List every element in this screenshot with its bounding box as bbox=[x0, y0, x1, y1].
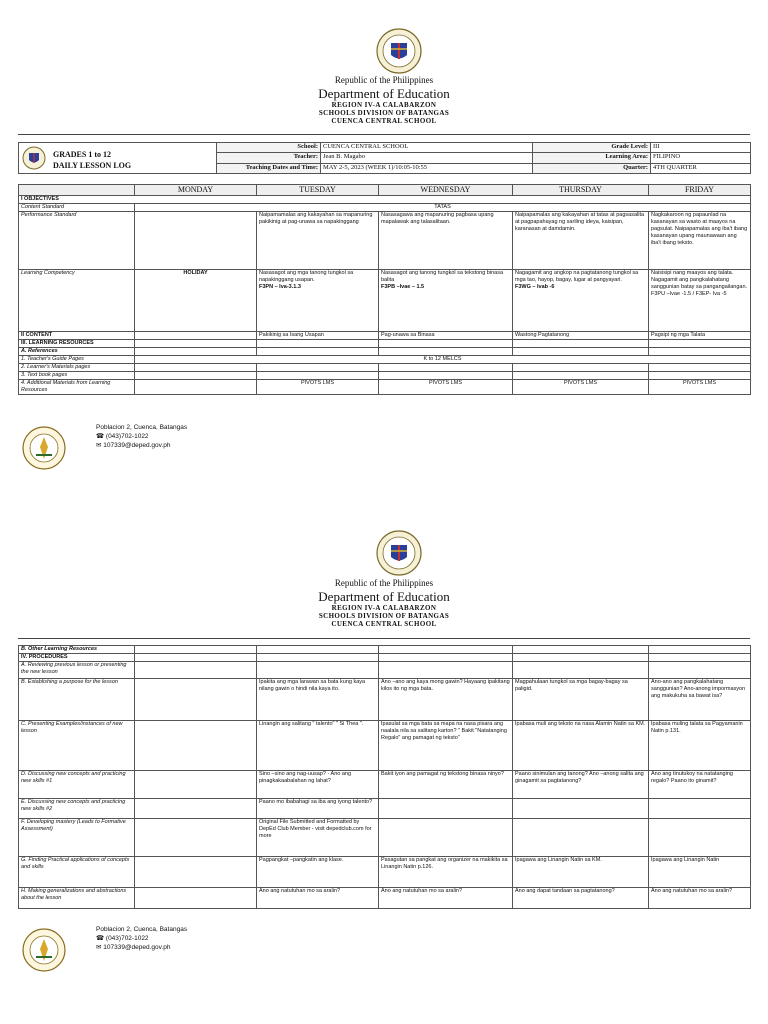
tb-wed bbox=[379, 372, 513, 380]
quarter-value: 4TH QUARTER bbox=[651, 163, 751, 173]
learning-competency-label: Learning Competency bbox=[19, 270, 135, 332]
row-a-label: A. Reviewing previous lesson or presenting the new lesson bbox=[19, 662, 135, 679]
school-logo-icon-2 bbox=[18, 927, 70, 973]
header-divider-2 bbox=[18, 638, 750, 639]
references-mon bbox=[135, 348, 257, 356]
dates-label: Teaching Dates and Time: bbox=[217, 163, 321, 173]
day-header-blank bbox=[19, 185, 135, 196]
additional-label: 4. Additional Materials from Learning Resources bbox=[19, 380, 135, 395]
lc-tuesday-text: Nasasagot ang mga tanong tungkol sa napakinggang usapan. bbox=[259, 270, 354, 283]
day-header-friday: FRIDAY bbox=[649, 185, 751, 196]
proc-tue bbox=[257, 654, 379, 662]
dates-value: MAY 2-5, 2023 (WEEK 1)/10:05-10:55 bbox=[321, 163, 533, 173]
row-c-wednesday: Ipasulat sa mga bata sa mapa na nasa pisara ang naalala nila sa salitang karton? " Bakit "Natatanging Regalo" ang pamagat ng teksto" bbox=[379, 721, 513, 771]
lc-friday-text: Naisisipi nang maayos ang talata. Nagagamit ang pangkalahatang sanggunian batay sa pangangailangan. bbox=[651, 270, 748, 290]
row-g-monday bbox=[135, 857, 257, 888]
additional-monday bbox=[135, 380, 257, 395]
additional-thursday: PIVOTS LMS bbox=[513, 380, 649, 395]
footer-phone-2: ☎ (043)702-1022 bbox=[96, 935, 149, 942]
footer-address: Poblacion 2, Cuenca, Batangas bbox=[96, 424, 188, 431]
other-resources-label: B. Other Learning Resources bbox=[19, 646, 135, 654]
lc-wednesday bbox=[379, 270, 513, 332]
other-tue bbox=[257, 646, 379, 654]
lm-fri bbox=[649, 364, 751, 372]
row-f-friday bbox=[649, 819, 751, 857]
row-c-tuesday: Linangin ang salitang " talento" " Si Thea ". bbox=[257, 721, 379, 771]
lesson-log-info-table bbox=[18, 142, 751, 174]
resources-fri bbox=[649, 340, 751, 348]
school-logo-icon bbox=[18, 425, 70, 471]
lc-thursday-code: F3WG – Ivab -6 bbox=[515, 284, 555, 290]
lc-monday-text: HOLIDAY bbox=[183, 270, 208, 276]
deped-seal-icon bbox=[376, 28, 422, 74]
day-header-monday: MONDAY bbox=[135, 185, 257, 196]
row-c-label: C. Presenting Examples/instances of new lesson bbox=[19, 721, 135, 771]
perf-friday: Nagkakaroon ng papaunlad na kasanayan sa wasto at maayos na pagsulat. Naipapamalas ang iba't ibang kasanayan upang maunawaan ang iba't ibang teksto. bbox=[649, 212, 751, 270]
page-2 bbox=[0, 500, 768, 1024]
tg-label: 1. Teacher's Guide Pages bbox=[19, 356, 135, 364]
row-b-wednesday: Ano –ano ang kaya mong gawin? Hayaang ipakitang kilos ito ng mga bata. bbox=[379, 679, 513, 721]
header-divider bbox=[18, 134, 750, 135]
tb-fri bbox=[649, 372, 751, 380]
row-d-friday: Ano ang tinutukoy na natatanging regalo? Paano ito ginamit? bbox=[649, 771, 751, 799]
department-title: Department of Education bbox=[318, 86, 450, 101]
page-1 bbox=[0, 0, 768, 500]
row-e-monday bbox=[135, 799, 257, 819]
daily-plan-table-2 bbox=[18, 645, 751, 909]
references-fri bbox=[649, 348, 751, 356]
footer-1 bbox=[18, 423, 318, 471]
area-value: FILIPINO bbox=[651, 153, 751, 163]
references-tue bbox=[257, 348, 379, 356]
row-h-wednesday: Ano ang natutuhan mo sa aralin? bbox=[379, 888, 513, 909]
day-header-tuesday: TUESDAY bbox=[257, 185, 379, 196]
row-a-thursday bbox=[513, 662, 649, 679]
row-c-friday: Ipabasa muling talata sa Pagyamanin Natin p.131. bbox=[649, 721, 751, 771]
school-text-2: CUENCA CENTRAL SCHOOL bbox=[331, 620, 437, 628]
footer-contact-2 bbox=[96, 925, 187, 952]
school-text: CUENCA CENTRAL SCHOOL bbox=[331, 117, 437, 125]
lm-tue bbox=[257, 364, 379, 372]
row-a-wednesday bbox=[379, 662, 513, 679]
division-text-2: SCHOOLS DIVISION OF BATANGAS bbox=[318, 612, 450, 620]
school-label: School: bbox=[217, 143, 321, 153]
log-title-line1: GRADES 1 to 12 bbox=[53, 150, 112, 159]
proc-mon bbox=[135, 654, 257, 662]
lc-thursday-text: Nagagamit ang angkop na pagtatanong tungkol sa mga tao, hayop, bagay, lugar at pangyayari. bbox=[515, 270, 639, 283]
row-h-thursday: Ano ang dapat tandaan sa pagtatanong? bbox=[513, 888, 649, 909]
lc-tuesday-code: F3PN – Iva-3.1.3 bbox=[259, 284, 301, 290]
region-text-2: REGION IV-A CALABARZON bbox=[331, 604, 437, 612]
row-b-thursday: Magpahulaan tungkol sa mga bagay-bagay sa paligid. bbox=[513, 679, 649, 721]
tg-value: K to 12 MELCS bbox=[135, 356, 751, 364]
additional-tuesday: PIVOTS LMS bbox=[257, 380, 379, 395]
division-text: SCHOOLS DIVISION OF BATANGAS bbox=[318, 109, 450, 117]
lc-thursday bbox=[513, 270, 649, 332]
row-b-label: B. Establishing a purpose for the lesson bbox=[19, 679, 135, 721]
content-wednesday: Pag-unawa sa Binasa bbox=[379, 332, 513, 340]
tb-label: 3. Text book pages bbox=[19, 372, 135, 380]
additional-friday: PIVOTS LMS bbox=[649, 380, 751, 395]
perf-wednesday: Nasasagawa ang mapanuring pagbasa upang mapalawak ang talasalitaan. bbox=[379, 212, 513, 270]
row-b-tuesday: Ipakita ang mga larawan sa bata kung kaya nilang gawin o hindi nila kaya ito. bbox=[257, 679, 379, 721]
footer-email-2: ✉ 107339@deped.gov.ph bbox=[96, 944, 171, 951]
footer-contact bbox=[96, 423, 187, 450]
row-h-label: H. Making generalizations and abstractions about the lesson bbox=[19, 888, 135, 909]
other-mon bbox=[135, 646, 257, 654]
other-fri bbox=[649, 646, 751, 654]
procedures-heading: IV. PROCEDURES bbox=[19, 654, 135, 662]
row-f-monday bbox=[135, 819, 257, 857]
resources-tue bbox=[257, 340, 379, 348]
references-wed bbox=[379, 348, 513, 356]
row-d-tuesday: Sino –sino ang nag-uusap? - Ano ang pinagkakaabalahan ng lahat? bbox=[257, 771, 379, 799]
log-title-box bbox=[19, 143, 217, 174]
row-f-wednesday bbox=[379, 819, 513, 857]
proc-wed bbox=[379, 654, 513, 662]
row-e-wednesday bbox=[379, 799, 513, 819]
lm-wed bbox=[379, 364, 513, 372]
daily-plan-table-1 bbox=[18, 184, 751, 395]
perf-thursday: Naipapamalas ang kakayahan at tatas at pagsasalita at pagpapahayag ng sariling ideya, kaisipan, karanasan at damdamin. bbox=[513, 212, 649, 270]
tb-mon bbox=[135, 372, 257, 380]
row-g-friday: Ipagawa ang Linangin Natin bbox=[649, 857, 751, 888]
department-title-2: Department of Education bbox=[318, 589, 450, 604]
row-g-tuesday: Pagpangkat –pangkatin ang klase. bbox=[257, 857, 379, 888]
tb-tue bbox=[257, 372, 379, 380]
day-header-wednesday: WEDNESDAY bbox=[379, 185, 513, 196]
lm-label: 2. Learner's Materials pages bbox=[19, 364, 135, 372]
row-c-thursday: Ipabasa muli ang teksto na nasa Alamin Natin sa KM. bbox=[513, 721, 649, 771]
footer-phone: ☎ (043)702-1022 bbox=[96, 433, 149, 440]
lm-mon bbox=[135, 364, 257, 372]
deped-seal-icon-2 bbox=[376, 530, 422, 576]
row-a-monday bbox=[135, 662, 257, 679]
row-e-friday bbox=[649, 799, 751, 819]
row-e-tuesday: Paano mo ibabahagi sa iba ang iyong talento? bbox=[257, 799, 379, 819]
lc-monday bbox=[135, 270, 257, 332]
content-label: II CONTENT bbox=[19, 332, 135, 340]
row-d-wednesday: Bakit iyon ang pamagat ng tekstong binasa ninyo? bbox=[379, 771, 513, 799]
row-h-tuesday: Ano ang natutuhan mo sa aralin? bbox=[257, 888, 379, 909]
references-label: A. References bbox=[19, 348, 135, 356]
footer-email: ✉ 107339@deped.gov.ph bbox=[96, 442, 171, 449]
grade-label: Grade Level: bbox=[533, 143, 651, 153]
content-standard-value: TATAS bbox=[135, 204, 751, 212]
row-d-label: D. Discussing new concepts and practicing new skills #1 bbox=[19, 771, 135, 799]
footer-2 bbox=[18, 925, 318, 973]
lc-friday-code: F3PU –Ivae -1.5 / F3EP- Iva -5 bbox=[651, 291, 727, 297]
lc-wednesday-text: Nasasagot ang tanong tungkol sa tekstong binasa balita bbox=[381, 270, 504, 283]
objectives-heading: I OBJECTIVES bbox=[19, 196, 751, 204]
quarter-label: Quarter: bbox=[533, 163, 651, 173]
tb-thu bbox=[513, 372, 649, 380]
content-tuesday: Pakikinig sa Isang Usapan bbox=[257, 332, 379, 340]
region-text: REGION IV-A CALABARZON bbox=[331, 101, 437, 109]
log-title-line2: DAILY LESSON LOG bbox=[53, 161, 132, 170]
row-b-monday bbox=[135, 679, 257, 721]
perf-tuesday: Naipamamalas ang kakayahan sa mapanuring pakikinig at pag-unawa sa napakinggang bbox=[257, 212, 379, 270]
resources-heading: III. LEARNING RESOURCES bbox=[19, 340, 135, 348]
row-d-thursday: Paano sinimulan ang tanong? Ano –anong salita ang ginagamit sa pagtatanong? bbox=[513, 771, 649, 799]
grade-value: III bbox=[651, 143, 751, 153]
row-a-tuesday bbox=[257, 662, 379, 679]
footer-address-2: Poblacion 2, Cuenca, Batangas bbox=[96, 926, 188, 933]
deped-small-seal-icon bbox=[22, 146, 46, 170]
teacher-value: Jean B. Magabo bbox=[321, 153, 533, 163]
row-f-thursday bbox=[513, 819, 649, 857]
row-g-wednesday: Pasagutan sa pangkat ang organizer na makikita sa Linangin Natin p.126. bbox=[379, 857, 513, 888]
row-c-monday bbox=[135, 721, 257, 771]
lc-wednesday-code: F3PB –Ivae – 1.5 bbox=[381, 284, 425, 290]
row-g-label: G. Finding Practical applications of concepts and skills bbox=[19, 857, 135, 888]
row-f-label: F. Developing mastery (Leads to Formative Assessment) bbox=[19, 819, 135, 857]
content-thursday: Wastong Pagtatanong bbox=[513, 332, 649, 340]
row-g-thursday: Ipagawa ang Linangin Natin sa KM. bbox=[513, 857, 649, 888]
lm-thu bbox=[513, 364, 649, 372]
resources-thu bbox=[513, 340, 649, 348]
row-f-tuesday: Original File Submitted and Formatted by DepEd Club Member - visit depedclub.com for more bbox=[257, 819, 379, 857]
references-thu bbox=[513, 348, 649, 356]
other-wed bbox=[379, 646, 513, 654]
lc-friday bbox=[649, 270, 751, 332]
republic-text-2: Republic of the Philippines bbox=[334, 578, 434, 588]
performance-standard-label: Performance Standard bbox=[19, 212, 135, 270]
row-e-label: E. Discussing new concepts and practicing new skills #2 bbox=[19, 799, 135, 819]
resources-wed bbox=[379, 340, 513, 348]
lc-tuesday bbox=[257, 270, 379, 332]
day-header-thursday: THURSDAY bbox=[513, 185, 649, 196]
row-a-friday bbox=[649, 662, 751, 679]
resources-mon bbox=[135, 340, 257, 348]
area-label: Learning Area: bbox=[533, 153, 651, 163]
proc-thu bbox=[513, 654, 649, 662]
content-standard-label: Content Standard bbox=[19, 204, 135, 212]
row-h-friday: Ano ang natutuhan mo sa aralin? bbox=[649, 888, 751, 909]
content-monday bbox=[135, 332, 257, 340]
additional-wednesday: PIVOTS LMS bbox=[379, 380, 513, 395]
content-friday: Pagsipi ng mga Talata bbox=[649, 332, 751, 340]
proc-fri bbox=[649, 654, 751, 662]
other-thu bbox=[513, 646, 649, 654]
row-b-friday: Ano-ano ang pangkalahatang sanggunian? Ano-anong impormasyon ang makukuha sa bawat isa? bbox=[649, 679, 751, 721]
row-h-monday bbox=[135, 888, 257, 909]
row-e-thursday bbox=[513, 799, 649, 819]
perf-monday bbox=[135, 212, 257, 270]
row-d-monday bbox=[135, 771, 257, 799]
republic-text: Republic of the Philippines bbox=[334, 75, 434, 85]
teacher-label: Teacher: bbox=[217, 153, 321, 163]
school-value: CUENCA CENTRAL SCHOOL bbox=[321, 143, 533, 153]
